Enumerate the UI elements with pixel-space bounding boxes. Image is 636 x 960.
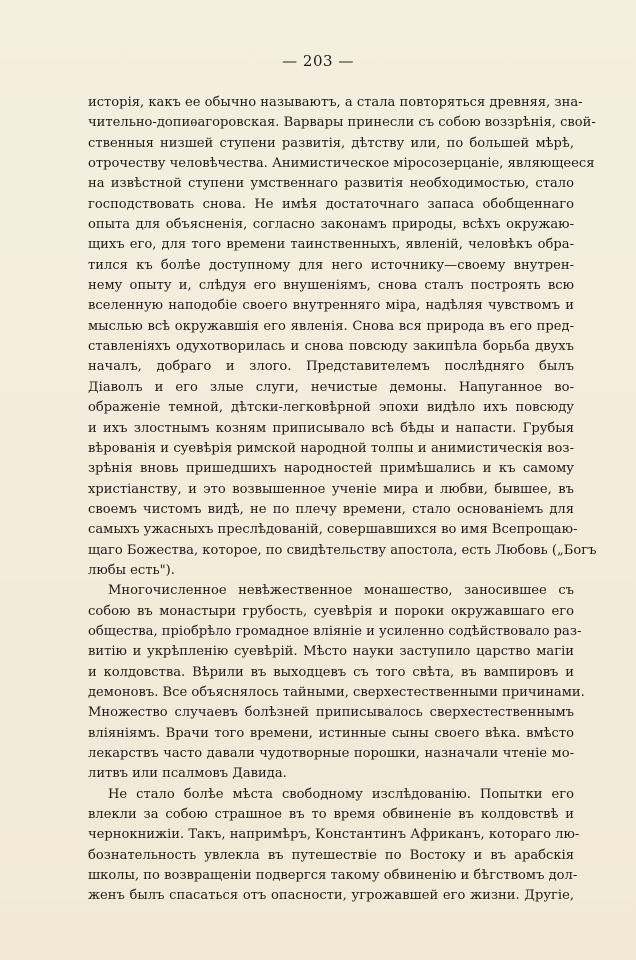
body-text (88, 93, 597, 907)
text-line: ображеніе темной, дѣтски-легковѣрной эпохи видѣло ихъ повсюду (88, 400, 574, 416)
paragraph (88, 785, 580, 907)
text-line: нему опыту и, слѣдуя его внушеніямъ, снова сталъ построять всю (88, 278, 574, 294)
text-line: щаго Божества, которое, по свидѣтельству апостола, есть Любовь („Богъ (88, 542, 597, 558)
text-line: христіанству, и это возвышенное ученіе мира и любви, бывшее, въ (88, 481, 574, 497)
text-line: тился къ болѣе доступному для него источнику—своему внутрен- (88, 257, 574, 273)
page-number: — 203 — (282, 52, 354, 70)
text-line: своемъ чистомъ видѣ, не по плечу времени, стало основаніемъ для (88, 501, 574, 517)
text-line: женъ былъ спасаться отъ опасности, угрожавшей его жизни. Другіе, (88, 888, 574, 904)
text-line: ставленіяхъ одухотворилась и снова повсюду закипѣла борьба двухъ (88, 339, 574, 355)
paragraph (88, 93, 597, 581)
text-line: Многочисленное невѣжественное монашество, заносившее съ (108, 583, 574, 599)
text-line: любы есть"). (88, 562, 175, 578)
text-line: чернокнижіи. Такъ, напримѣръ, Константинъ Африканъ, котораго лю- (88, 827, 580, 843)
text-line: бознательность увлекла въ путешествіе по Востоку и въ арабскія (88, 847, 574, 863)
text-line: мыслью всѣ окружавшія его явленія. Снова вся природа въ его пред- (88, 318, 574, 334)
text-line: и колдовства. Вѣрили въ выходцевъ съ того свѣта, въ вампировъ и (88, 664, 574, 680)
text-line: ственныя низшей ступени развитія, дѣтству или, по большей мѣрѣ, (88, 135, 574, 151)
text-line: вселенную наподобіе своего внутренняго міра, надѣляя чувствомъ и (88, 298, 574, 314)
text-line: чительно-допиѳагоровская. Варвары принесли съ собою воззрѣнія, свой- (88, 115, 596, 131)
text-line: Не стало болѣе мѣста свободному изслѣдованію. Попытки его (108, 786, 574, 802)
text-line: господствовать снова. Не имѣя достаточнаго запаса обобщеннаго (88, 196, 574, 212)
text-line: школы, по возвращеніи подвергся такому обвиненію и бѣгствомъ дол- (88, 868, 578, 884)
text-line: самыхъ ужасныхъ преслѣдованій, совершавшихся во имя Всепрощаю- (88, 522, 578, 538)
text-line: влекли за собою страшное въ то время обвиненіе въ колдовствѣ и (88, 807, 574, 823)
text-line: общества, пріобрѣло громадное вліяніе и усиленно содѣйствовало раз- (88, 623, 582, 639)
text-line: началъ, добраго и злого. Представителемъ послѣдняго былъ (88, 359, 574, 375)
text-line: собою въ монастыри грубость, суевѣрія и пороки окружавшаго его (88, 603, 574, 619)
text-line: вѣрованія и суевѣрія римской народной толпы и анимистическія воз- (88, 440, 574, 456)
text-line: лекарствъ часто давали чудотворные порошки, назначали чтеніе мо- (88, 746, 574, 761)
text-line: витію и укрѣпленію суевѣрій. Мѣсто науки заступило царство магіи (88, 644, 574, 660)
text-line: Діаволъ и его злые слуги, нечистые демоны. Напуганное во- (88, 379, 574, 395)
text-line: вліяніямъ. Врачи того времени, истинные сыны своего вѣка. вмѣсто (88, 725, 574, 741)
text-line: щихъ его, для того времени таинственныхъ, явленій, человѣкъ обра- (88, 237, 574, 253)
text-line: литвъ или псалмовъ Давида. (88, 766, 287, 782)
text-line: исторія, какъ ее обычно называютъ, а стала повторяться древняя, зна- (88, 95, 583, 110)
text-line: отрочеству человѣчества. Анимистическое міросозерцаніе, являющееся (88, 156, 595, 172)
paragraph (88, 581, 585, 784)
text-line: и ихъ злостнымъ козням приписывало всѣ бѣды и напасти. Грубыя (88, 420, 574, 436)
text-line: демоновъ. Все объяснялось тайными, сверхестественными причинами. (88, 684, 585, 700)
text-line: Множество случаевъ болѣзней приписывалось сверхестественнымъ (88, 705, 574, 721)
text-line: опыта для объясненія, согласно законамъ природы, всѣхъ окружаю- (88, 217, 574, 233)
text-line: зрѣнія вновь пришедшихъ народностей примѣшались и къ самому (88, 461, 574, 477)
text-line: на извѣстной ступени умственнаго развитія необходимостью, стало (88, 176, 574, 192)
